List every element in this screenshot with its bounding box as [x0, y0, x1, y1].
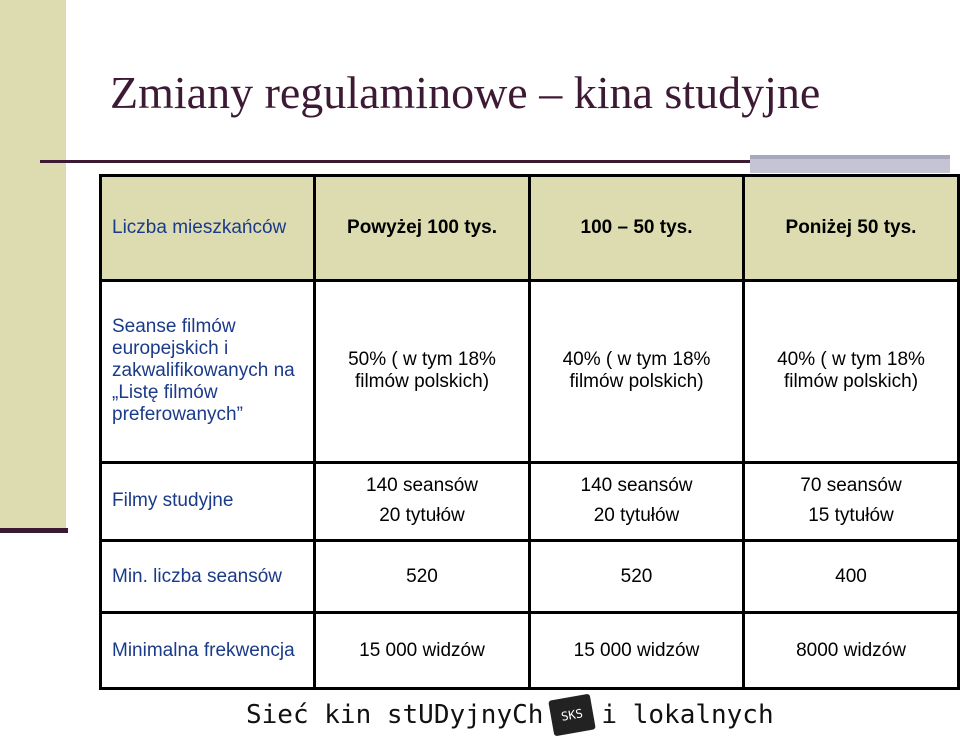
table-cell: 50% ( w tym 18% filmów polskich) [315, 280, 530, 462]
side-decor-band [0, 0, 66, 530]
regulations-table [99, 174, 960, 690]
table-cell: 40% ( w tym 18% filmów polskich) [744, 280, 959, 462]
table-cell: 40% ( w tym 18% filmów polskich) [530, 280, 744, 462]
table-header-row [101, 176, 959, 281]
table-row [101, 280, 959, 462]
table-cell [744, 463, 959, 541]
footer-text-left: Sieć kin stUDyjnyCh [246, 700, 544, 730]
side-decor-line [0, 528, 68, 533]
sks-logo-icon: SKS [549, 694, 597, 736]
header-col-3: Poniżej 50 tys. [744, 176, 959, 281]
header-col-1: Powyżej 100 tys. [315, 176, 530, 281]
table-cell: 8000 widzów [744, 613, 959, 689]
table-row [101, 463, 959, 541]
cell-line: 70 seansów [800, 475, 902, 497]
table-row [101, 613, 959, 689]
header-col-2: 100 – 50 tys. [530, 176, 744, 281]
footer-text-right: i lokalnych [601, 700, 774, 730]
slide-title: Zmiany regulaminowe – kina studyjne [110, 67, 821, 118]
row-label: Seanse filmów europejskich i zakwalifikowanych na „Listę filmów preferowanych” [101, 280, 315, 462]
table-cell [530, 463, 744, 541]
row-label: Minimalna frekwencja [101, 613, 315, 689]
table-cell: 15 000 widzów [315, 613, 530, 689]
table-cell: 520 [530, 540, 744, 613]
cell-line: 140 seansów [366, 475, 478, 497]
row-label: Filmy studyjne [101, 463, 315, 541]
cell-line: 20 tytułów [593, 505, 680, 527]
cell-line: 15 tytułów [808, 505, 894, 527]
table-row [101, 540, 959, 613]
cell-line: 140 seansów [580, 475, 693, 497]
table-cell: 400 [744, 540, 959, 613]
table-cell: 520 [315, 540, 530, 613]
table-cell: 15 000 widzów [530, 613, 744, 689]
table-cell [315, 463, 530, 541]
decor-gray-bar-top [750, 155, 950, 159]
cell-line: 20 tytułów [379, 505, 465, 527]
footer-logo-strip [246, 698, 774, 732]
row-label: Min. liczba seansów [101, 540, 315, 613]
header-row-label: Liczba mieszkańców [101, 176, 315, 281]
